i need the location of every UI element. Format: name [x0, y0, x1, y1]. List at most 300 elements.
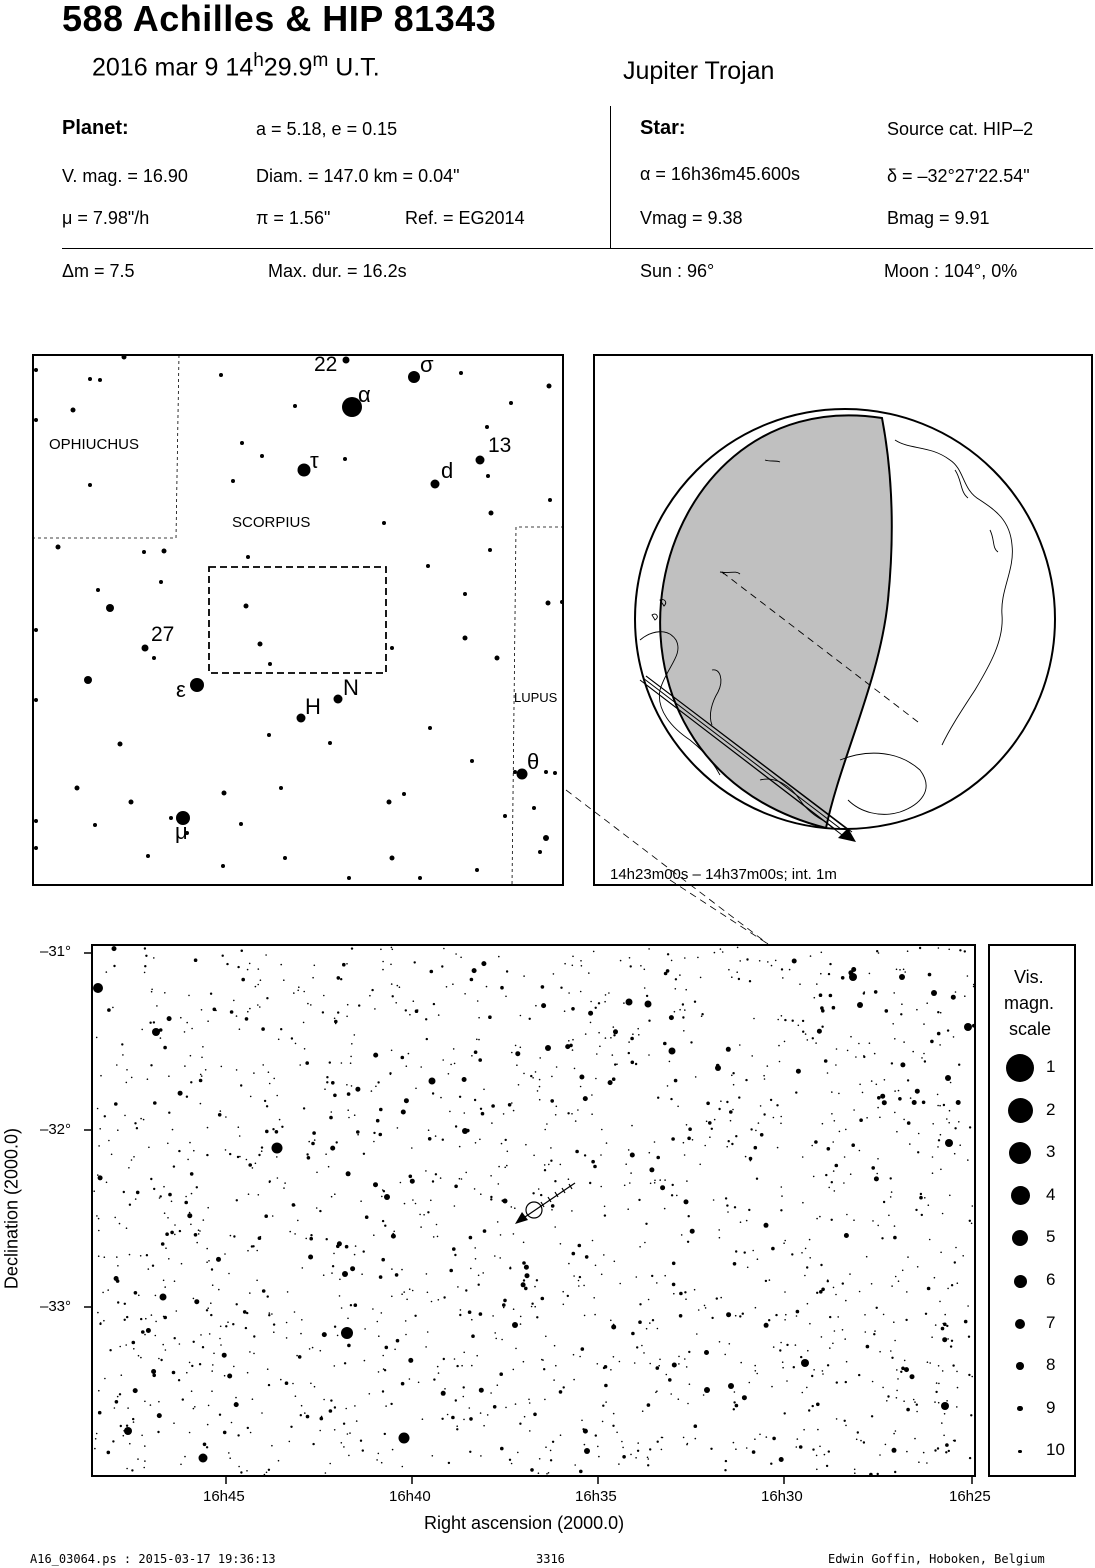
field-star — [755, 1370, 757, 1372]
field-star — [112, 946, 117, 951]
field-star — [759, 960, 761, 962]
field-star — [301, 1319, 303, 1321]
field-star — [122, 1054, 124, 1056]
field-star — [199, 1363, 201, 1365]
field-star — [144, 1445, 146, 1447]
field-star — [575, 1120, 577, 1122]
field-star — [553, 1379, 555, 1381]
field-star — [422, 1418, 424, 1420]
field-star — [385, 1346, 389, 1350]
field-star — [876, 1084, 878, 1086]
field-star — [958, 1121, 960, 1123]
field-star — [475, 1142, 477, 1144]
field-star — [937, 1105, 939, 1107]
field-star — [667, 1085, 669, 1087]
field-star — [402, 1466, 404, 1468]
field-star — [947, 1288, 949, 1290]
field-star — [201, 1009, 203, 1011]
field-star — [241, 950, 243, 952]
field-star — [129, 1204, 131, 1206]
field-star — [395, 1002, 397, 1004]
field-star — [518, 1084, 520, 1086]
field-star — [590, 1001, 592, 1003]
field-star — [930, 1040, 934, 1044]
field-star — [399, 986, 401, 988]
field-star — [906, 1408, 910, 1412]
field-star — [500, 1447, 504, 1451]
field-star — [893, 1236, 897, 1240]
field-star — [495, 1338, 497, 1340]
field-star — [487, 1414, 489, 1416]
field-star — [907, 1256, 909, 1258]
field-star — [252, 1398, 254, 1400]
field-star — [837, 1316, 839, 1318]
field-star — [678, 1363, 680, 1365]
field-star — [784, 1412, 786, 1414]
field-star — [597, 1446, 599, 1448]
field-star — [664, 1179, 666, 1181]
field-star — [363, 1153, 365, 1155]
field-star — [704, 1305, 706, 1307]
field-star — [932, 1172, 934, 1174]
field-star — [248, 1163, 252, 1167]
field-star — [620, 960, 622, 962]
field-star — [457, 1286, 459, 1288]
field-star — [854, 1469, 856, 1471]
field-star — [194, 1233, 198, 1237]
field-star — [401, 1056, 405, 1060]
field-star — [369, 1393, 371, 1395]
field-star — [571, 1113, 573, 1115]
field-star — [779, 1457, 784, 1462]
field-star — [629, 1182, 631, 1184]
field-star — [333, 1253, 335, 1255]
field-star — [109, 1349, 111, 1351]
field-star — [222, 1353, 227, 1358]
field-star — [296, 1355, 298, 1357]
field-star — [786, 1380, 788, 1382]
field-star — [944, 1314, 946, 1316]
field-star — [632, 1033, 634, 1035]
field-star — [878, 952, 880, 954]
field-star — [165, 1247, 167, 1249]
field-star — [160, 1359, 162, 1361]
field-star — [533, 1155, 535, 1157]
field-star — [529, 1018, 531, 1020]
field-star — [103, 1320, 105, 1322]
field-star — [364, 1360, 366, 1362]
field-star — [817, 1029, 822, 1034]
magnitude-dot — [1008, 1098, 1033, 1123]
field-star — [783, 1242, 785, 1244]
field-star — [260, 979, 262, 981]
field-star — [598, 1002, 600, 1004]
field-star — [389, 1072, 391, 1074]
field-star — [189, 1362, 191, 1364]
field-star — [668, 1378, 672, 1382]
field-star — [746, 958, 748, 960]
field-star — [544, 1399, 546, 1401]
field-star — [220, 1326, 222, 1328]
field-star — [188, 995, 190, 997]
field-star — [951, 1284, 953, 1286]
magnitude-dot — [1012, 1230, 1028, 1246]
field-star — [915, 1209, 917, 1211]
field-star — [846, 1214, 848, 1216]
field-star — [832, 1343, 834, 1345]
field-star — [784, 1291, 786, 1293]
field-star — [95, 1438, 97, 1440]
field-star — [563, 1304, 565, 1306]
field-star — [958, 1064, 960, 1066]
field-star — [684, 1291, 686, 1293]
field-star — [687, 1137, 691, 1141]
field-star — [125, 1344, 127, 1346]
field-star — [193, 1341, 195, 1343]
field-star — [745, 1079, 747, 1081]
field-star — [329, 1061, 331, 1063]
field-star — [629, 957, 631, 959]
field-star — [207, 1424, 209, 1426]
field-star — [222, 955, 224, 957]
field-star — [117, 1396, 119, 1398]
field-star — [942, 1337, 947, 1342]
field-star — [337, 1335, 339, 1337]
field-star — [834, 1190, 836, 1192]
field-star — [616, 1432, 618, 1434]
field-star — [943, 1104, 945, 1106]
field-star — [100, 1075, 102, 1077]
field-star — [404, 1203, 406, 1205]
field-star — [638, 1199, 640, 1201]
field-star — [210, 1314, 212, 1316]
field-star — [308, 1255, 313, 1260]
magnitude-scale-row — [990, 1138, 1075, 1168]
field-star — [969, 1457, 971, 1459]
field-star — [551, 1076, 553, 1078]
field-star — [140, 1255, 142, 1257]
field-star — [396, 1339, 400, 1343]
field-star — [174, 1337, 176, 1339]
field-star — [602, 1421, 604, 1423]
field-star — [571, 1210, 573, 1212]
field-star — [546, 1123, 548, 1125]
field-star — [954, 1153, 956, 1155]
field-star — [822, 1373, 824, 1375]
field-star — [409, 1014, 411, 1016]
planet-heading: Planet: — [62, 117, 129, 139]
moon-elongation: Moon : 104°, 0% — [884, 261, 1018, 281]
field-star — [749, 980, 751, 982]
field-star — [107, 1008, 111, 1012]
field-star — [256, 1280, 258, 1282]
field-star — [573, 1275, 575, 1277]
field-star — [348, 1455, 350, 1457]
field-star — [900, 1371, 902, 1373]
field-star — [516, 1064, 518, 1066]
field-star — [133, 1388, 138, 1393]
field-star — [687, 1443, 689, 1445]
field-star — [258, 1194, 260, 1196]
field-star — [201, 1075, 203, 1077]
field-star — [926, 1462, 928, 1464]
field-star — [391, 1050, 393, 1052]
field-star — [767, 1065, 769, 1067]
field-star — [349, 1432, 351, 1434]
field-star — [594, 1314, 596, 1316]
field-star — [232, 1323, 234, 1325]
field-star — [957, 1387, 959, 1389]
field-star — [563, 1386, 565, 1388]
footer-file: A16_03064.ps : 2015-03-17 19:36:13 — [30, 1552, 276, 1566]
field-star — [165, 1349, 167, 1351]
field-star — [191, 1028, 193, 1030]
field-star — [631, 1125, 633, 1127]
field-star — [969, 1126, 971, 1128]
field-star — [654, 1180, 656, 1182]
field-star — [685, 989, 687, 991]
field-star — [326, 1081, 328, 1083]
field-star — [567, 1112, 569, 1114]
field-star — [950, 1082, 952, 1084]
field-star — [949, 1195, 951, 1197]
field-star — [969, 1220, 971, 1222]
bright-field-star — [124, 1427, 132, 1435]
field-star — [912, 1051, 914, 1053]
magnitude-dot — [1015, 1319, 1025, 1329]
field-star — [791, 1253, 793, 1255]
field-star — [924, 1197, 926, 1199]
field-star — [816, 1218, 818, 1220]
field-star — [898, 1090, 900, 1092]
field-star — [360, 1200, 362, 1202]
star-delta: δ = –32°27'22.54" — [887, 166, 1030, 186]
field-star — [479, 1312, 483, 1316]
field-star — [462, 1077, 467, 1082]
field-star — [266, 997, 268, 999]
field-star — [571, 1007, 575, 1011]
field-star — [432, 1180, 434, 1182]
field-star — [448, 1462, 450, 1464]
field-star — [262, 1289, 266, 1293]
field-star — [478, 1284, 480, 1286]
star-source: Source cat. HIP–2 — [887, 119, 1034, 139]
field-star — [847, 1050, 849, 1052]
field-star — [593, 951, 595, 953]
field-star — [490, 1196, 492, 1198]
field-star — [312, 1443, 314, 1445]
dec-ticks — [84, 953, 92, 1307]
field-star — [829, 1347, 831, 1349]
field-star — [478, 1058, 482, 1062]
field-star — [792, 959, 797, 964]
globe-caption: 14h23m00s – 14h37m00s; int. 1m — [610, 866, 837, 883]
field-star — [454, 1254, 456, 1256]
field-star — [876, 1307, 878, 1309]
field-star — [456, 1428, 458, 1430]
field-star — [757, 1258, 759, 1260]
field-star — [425, 1170, 427, 1172]
field-star — [897, 1378, 899, 1380]
field-star — [191, 1390, 193, 1392]
field-star — [664, 1208, 666, 1210]
star-bmag: Bmag = 9.91 — [887, 208, 990, 228]
field-star — [964, 995, 966, 997]
field-star — [673, 1293, 675, 1295]
field-star — [940, 1252, 942, 1254]
field-star — [200, 1334, 202, 1336]
field-star — [483, 1229, 487, 1233]
field-star — [319, 1210, 321, 1212]
field-star — [674, 1079, 678, 1083]
field-star — [719, 1237, 721, 1239]
field-star — [959, 949, 961, 951]
bright-field-star — [462, 1128, 468, 1134]
magnitude-scale-row — [990, 1053, 1075, 1083]
field-star — [341, 1442, 343, 1444]
field-star — [373, 1182, 378, 1187]
field-star — [460, 957, 462, 959]
label-scorpius: SCORPIUS — [232, 514, 311, 531]
field-star — [121, 1374, 123, 1376]
field-star — [567, 1295, 569, 1297]
field-star — [942, 1213, 944, 1215]
field-star — [939, 1105, 941, 1107]
field-star — [678, 1356, 680, 1358]
field-star — [515, 1051, 520, 1056]
field-star — [104, 1115, 106, 1117]
field-star — [334, 1429, 336, 1431]
field-star — [763, 1075, 765, 1077]
field-star — [926, 1002, 928, 1004]
field-star — [510, 1267, 512, 1269]
field-star — [828, 973, 830, 975]
field-star — [932, 1156, 934, 1158]
field-star — [877, 1225, 879, 1227]
field-star — [938, 1402, 940, 1404]
field-star — [836, 1381, 838, 1383]
field-star — [164, 1286, 166, 1288]
field-star — [687, 1241, 689, 1243]
field-star — [939, 1301, 941, 1303]
field-star — [292, 1383, 294, 1385]
field-star — [805, 1033, 807, 1035]
field-star — [291, 1037, 293, 1039]
field-star — [452, 1247, 456, 1251]
field-star — [954, 1127, 956, 1129]
field-star — [877, 1107, 879, 1109]
field-star — [355, 1087, 360, 1092]
field-star — [140, 1318, 142, 1320]
field-star — [281, 1126, 283, 1128]
field-star — [631, 1061, 635, 1065]
field-star — [179, 1230, 181, 1232]
field-star — [754, 1438, 756, 1440]
field-star — [630, 1172, 632, 1174]
field-star — [635, 1063, 637, 1065]
field-star — [246, 1470, 248, 1472]
field-star — [379, 1133, 383, 1137]
field-star — [435, 1173, 437, 1175]
field-star — [106, 971, 108, 973]
field-star — [184, 1031, 186, 1033]
field-star — [809, 1257, 811, 1259]
field-star — [304, 1412, 306, 1414]
field-star — [613, 1413, 615, 1415]
field-star — [535, 1071, 537, 1073]
field-star — [331, 1111, 333, 1113]
field-star — [503, 1113, 505, 1115]
field-star — [146, 1328, 151, 1333]
field-star — [784, 1019, 786, 1021]
field-star — [323, 995, 325, 997]
field-star — [213, 1353, 215, 1355]
field-star — [648, 948, 650, 950]
field-star — [483, 1425, 485, 1427]
field-star — [371, 1090, 373, 1092]
field-star — [265, 1130, 269, 1134]
field-star — [455, 1125, 457, 1127]
hour-sup: h — [253, 50, 264, 71]
field-star — [411, 1147, 413, 1149]
field-star — [493, 1405, 497, 1409]
field-star — [269, 1083, 271, 1085]
field-star — [864, 991, 866, 993]
field-star — [877, 1158, 879, 1160]
field-star — [303, 991, 305, 993]
field-star — [766, 1436, 768, 1438]
field-star — [836, 1048, 838, 1050]
field-star — [532, 1192, 534, 1194]
field-star — [726, 1101, 728, 1103]
field-star — [143, 1119, 145, 1121]
field-star — [379, 1108, 383, 1112]
field-star — [560, 1243, 562, 1245]
field-star — [341, 1307, 343, 1309]
field-star — [456, 1365, 458, 1367]
field-star — [271, 1445, 273, 1447]
field-star — [534, 1306, 536, 1308]
magnitude-value: 10 — [1046, 1440, 1065, 1460]
field-star — [649, 1167, 654, 1172]
field-star — [918, 1461, 920, 1463]
minute-sup: m — [312, 50, 329, 71]
field-star — [148, 1268, 150, 1270]
field-star — [850, 1036, 852, 1038]
field-star — [876, 1173, 878, 1175]
field-star — [233, 1000, 235, 1002]
field-star — [393, 1231, 395, 1233]
field-star — [595, 1007, 597, 1009]
field-star — [636, 1346, 638, 1348]
field-star — [591, 1113, 593, 1115]
field-star — [806, 1266, 808, 1268]
field-star — [155, 1321, 157, 1323]
field-star — [729, 1110, 733, 1114]
field-star — [927, 1361, 929, 1363]
field-star — [967, 1305, 969, 1307]
field-star — [903, 1400, 905, 1402]
field-star — [189, 1432, 191, 1434]
field-star — [767, 961, 769, 963]
bright-field-star — [584, 1448, 590, 1454]
field-star — [893, 992, 895, 994]
field-star — [917, 1266, 919, 1268]
field-star — [892, 1448, 897, 1453]
bright-field-star — [429, 1078, 436, 1085]
field-star — [511, 1102, 513, 1104]
field-star — [962, 1255, 964, 1257]
